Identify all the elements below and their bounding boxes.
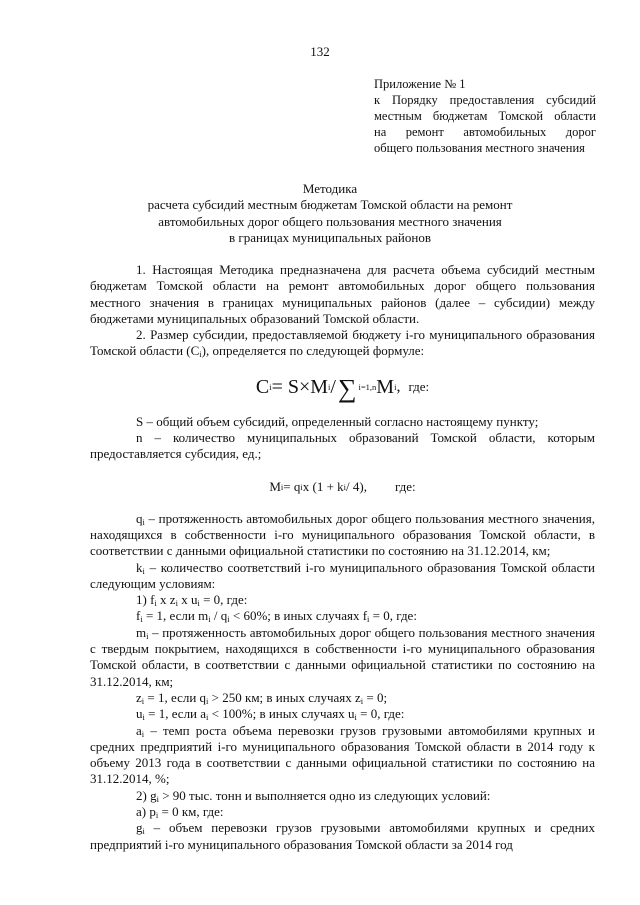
title-line: автомобильных дорог общего пользования местного значения (158, 213, 502, 229)
paragraph-1: 1. Настоящая Методика предназначена для расчета объема субсидий местным бюджетам Томской области на ремонт автомобильных дорог общего пользования местного значения в границах муниципальных районов (далее – субсидии) между бюджетами муниципальных образований Томской области. (90, 262, 595, 326)
formula-subsidy: C i = S×M i / ∑ i=1,n M i , где: (255, 373, 430, 403)
formula-mi: M i = q i x (1 + k i / 4), где: (269, 478, 416, 494)
definition-qi: $q_i$ – протяженность автомобильных дорог общего пользования местного значения, находящихся в собственности i-го муниципального образования Томской области, в соответствии с данными официальной статистики по состоянию на 31.12.2014, км; (90, 510, 595, 559)
appendix-block (374, 76, 596, 156)
definition-fi: $f_i = 1$, если $m_i / q_i < 60\%$; в иных случаях $f_i = 0$, где: (136, 608, 417, 625)
definition-gi: $g_i$ – объем перевозки грузов грузовыми автомобилями крупных и средних предприятий i-го муниципального образования Томской области за 2014 год (90, 820, 595, 852)
definition-zi: $z_i = 1$, если $q_i > 250$ км; в иных случаях $z_i = 0$; (136, 689, 388, 706)
document-title (60, 181, 600, 246)
appendix-line: Приложение № 1 (374, 77, 466, 91)
definition-ui: $u_i = 1$, если $a_i < 100\%$; в иных случаях $u_i = 0$, где: (136, 706, 405, 723)
appendix-line: к Порядку предоставления субсидий (374, 93, 596, 107)
definition-n: n – количество муниципальных образований Томской области, которым предоставляется субсидия, ед.; (90, 430, 595, 462)
appendix-line: общего пользования местного значения (374, 141, 585, 155)
paragraph-2: 2. Размер субсидии, предоставляемой бюджету i-го муниципального образования Томской области $(C_i)$, определяется по следующей формуле: (90, 327, 595, 360)
title-line: Методика (302, 181, 358, 196)
condition-2: 2) $g_i > 90$ тыс. тонн и выполняется одно из следующих условий: (136, 787, 491, 804)
title-line: расчета субсидий местным бюджетам Томской области на ремонт (147, 197, 513, 213)
appendix-line: на ремонт автомобильных дорог (374, 125, 596, 139)
condition-1: 1) $f_i$ x $z_i$ x $u_i = 0$, где: (136, 592, 248, 609)
definition-s: S – общий объем субсидий, определенный согласно настоящему пункту; (136, 413, 539, 429)
condition-2a: а) $p_i = 0$ км, где: (136, 804, 224, 821)
document-body (90, 262, 595, 853)
definition-ki: $k_i$ – количество соответствий i-го муниципального образования Томской области следующим условиям: (90, 559, 595, 591)
appendix-line: местным бюджетам Томской области (374, 109, 596, 123)
title-line: в границах муниципальных районов (229, 229, 431, 245)
definition-ai: $a_i$ – темп роста объема перевозки грузов грузовыми автомобилями крупных и средних предприятий i-го муниципального образования Томской области в 2014 году к объему 2013 года в соответствии с данными официальной статистики по состоянию на 31.12.2014, %; (90, 722, 595, 787)
definition-mi: $m_i$ – протяженность автомобильных дорог общего пользования местного значения с твердым покрытием, находящихся в собственности i-го муниципального образования Томской области, в соответствии с данными официальной статистики по состоянию на 31.12.2014, км; (90, 624, 595, 689)
page-number: 132 (310, 44, 330, 59)
sum-symbol: ∑ (337, 373, 357, 403)
